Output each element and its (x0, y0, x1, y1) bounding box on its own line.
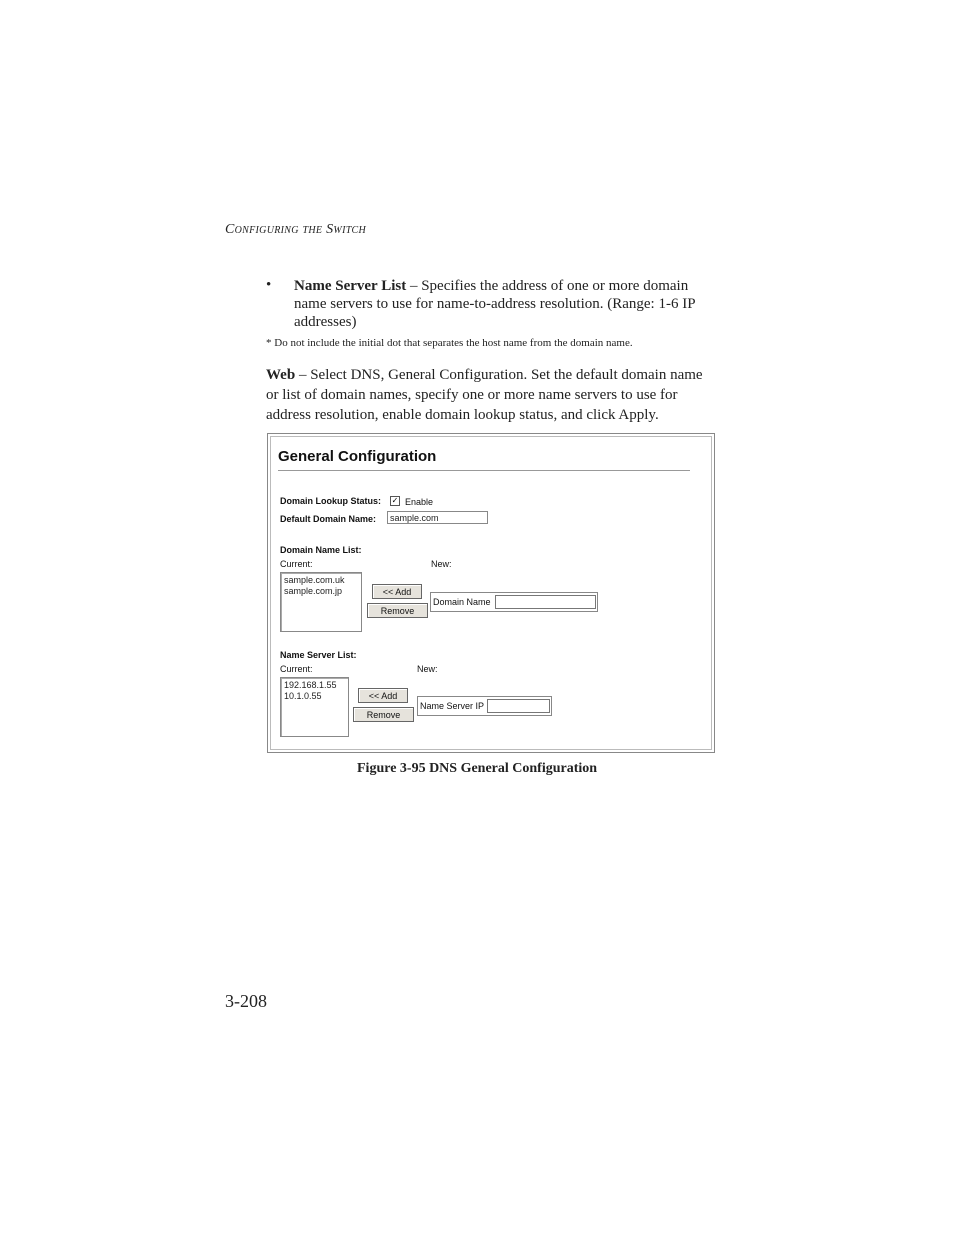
dns-general-configuration-screenshot (267, 433, 715, 753)
default-domain-name-label: Default Domain Name: (280, 514, 377, 524)
web-term: Web (266, 367, 296, 383)
list-item[interactable]: 192.168.1.55 (284, 680, 337, 690)
web-text: – Select DNS, General Configuration. Set the default domain name or list of domain names, specify one or more name servers to use for address resolution, enable domain lookup status, and click Apply. (266, 367, 703, 423)
name-server-list-label: Name Server List: (280, 650, 357, 660)
list-item[interactable]: sample.com.jp (284, 586, 343, 596)
domain-lookup-enable-checkbox[interactable]: ✓ (391, 496, 399, 505)
list-item[interactable]: 10.1.0.55 (284, 691, 322, 701)
title-divider (278, 470, 690, 471)
name-server-remove-button[interactable]: Remove (353, 707, 414, 722)
name-server-entry-input[interactable] (487, 699, 550, 713)
bullet-term: Name Server List (294, 278, 407, 294)
domain-add-button[interactable]: << Add (372, 584, 422, 599)
name-server-new-label: New: (417, 664, 438, 674)
name-server-current-label: Current: (280, 664, 313, 674)
default-domain-name-input[interactable]: sample.com (387, 511, 488, 524)
domain-new-label: New: (431, 559, 452, 569)
domain-name-listbox[interactable] (280, 572, 362, 632)
domain-remove-button[interactable]: Remove (367, 603, 428, 618)
domain-name-entry-group (430, 592, 598, 612)
domain-name-list-label: Domain Name List: (280, 545, 362, 555)
bullet-text: – Specifies the address of one or more domain name servers to use for name-to-address resolution. (Range: 1-6 IP addresses) (294, 278, 695, 330)
screenshot-title: General Configuration (278, 448, 437, 465)
domain-lookup-status-label: Domain Lookup Status: (280, 496, 381, 506)
name-server-entry-label: Name Server IP (420, 701, 485, 711)
domain-current-label: Current: (280, 559, 313, 569)
name-server-entry-group (417, 696, 552, 716)
bullet-symbol: • (266, 277, 272, 293)
page-number: 3-208 (225, 991, 267, 1011)
enable-label: Enable (405, 497, 434, 507)
name-server-listbox[interactable] (280, 677, 349, 737)
footnote: * Do not include the initial dot that separates the host name from the domain name. (266, 337, 633, 349)
running-head: Configuring the Switch (225, 222, 367, 237)
figure-caption: Figure 3-95 DNS General Configuration (357, 761, 598, 776)
domain-name-entry-label: Domain Name (433, 597, 491, 607)
list-item[interactable]: sample.com.uk (284, 575, 345, 585)
name-server-add-button[interactable]: << Add (358, 688, 408, 703)
web-instructions (266, 365, 716, 425)
name-server-list-description (294, 277, 714, 331)
domain-name-entry-input[interactable] (495, 595, 596, 609)
